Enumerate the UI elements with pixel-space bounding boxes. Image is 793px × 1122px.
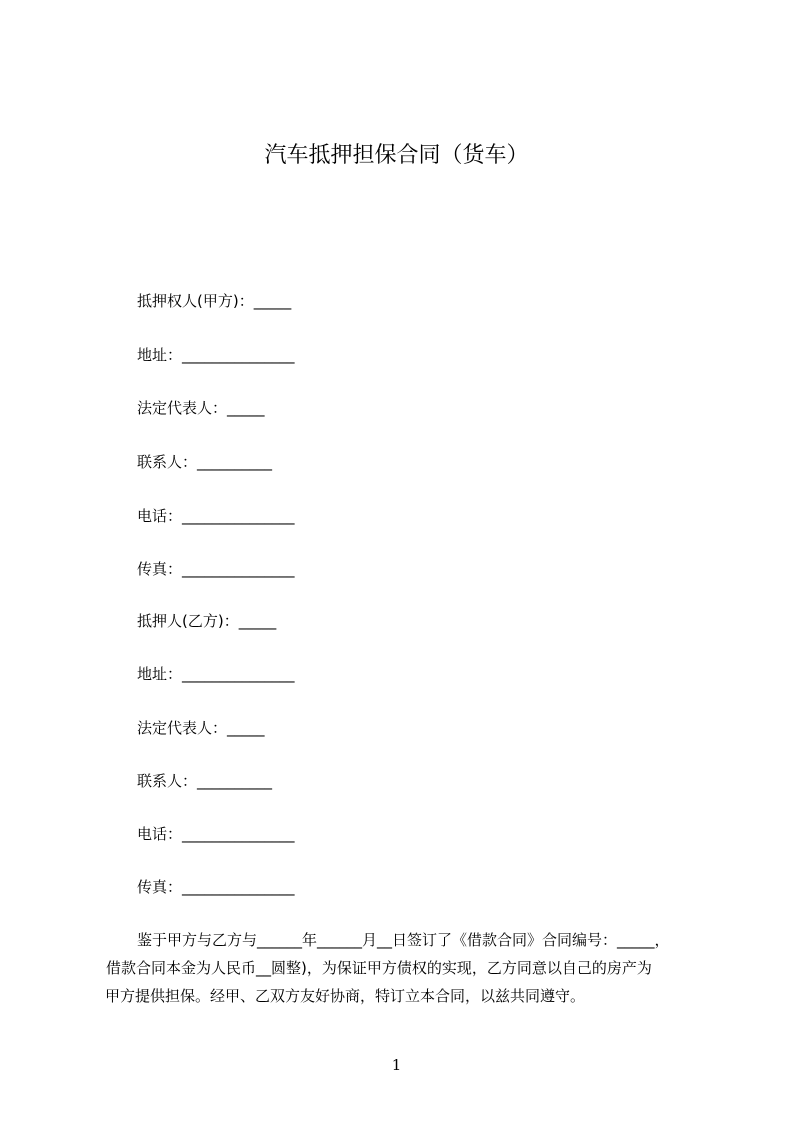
- mortgagor-contact-field: 联系人：__________: [137, 772, 273, 790]
- mortgagor-legal-rep-field: 法定代表人：_____: [137, 719, 265, 737]
- paragraph-line-2: 借款合同本金为人民币__圆整)，为保证甲方债权的实现，乙方同意以自己的房产为: [106, 959, 652, 977]
- mortgagor-field: 抵押人(乙方)：_____: [137, 612, 277, 630]
- mortgagor-phone-field: 电话：_______________: [137, 825, 295, 843]
- paragraph-line-1: 鉴于甲方与乙方与______年______月__日签订了《借款合同》合同编号：_____，: [137, 931, 670, 949]
- mortgagee-field: 抵押权人(甲方)：_____: [137, 292, 292, 310]
- mortgagee-legal-rep-field: 法定代表人：_____: [137, 399, 265, 417]
- mortgagee-contact-field: 联系人：__________: [137, 453, 273, 471]
- paragraph-line-3: 甲方提供担保。经甲、乙双方友好协商，特订立本合同，以兹共同遵守。: [105, 987, 586, 1005]
- mortgagor-fax-field: 传真：_______________: [137, 878, 295, 896]
- page-number: 1: [391, 1056, 402, 1074]
- mortgagee-fax-field: 传真：_______________: [137, 560, 295, 578]
- mortgagor-address-field: 地址：_______________: [137, 665, 295, 683]
- document-title: 汽车抵押担保合同（货车）: [264, 143, 529, 168]
- mortgagee-address-field: 地址：_______________: [137, 346, 295, 364]
- mortgagee-phone-field: 电话：_______________: [137, 507, 295, 525]
